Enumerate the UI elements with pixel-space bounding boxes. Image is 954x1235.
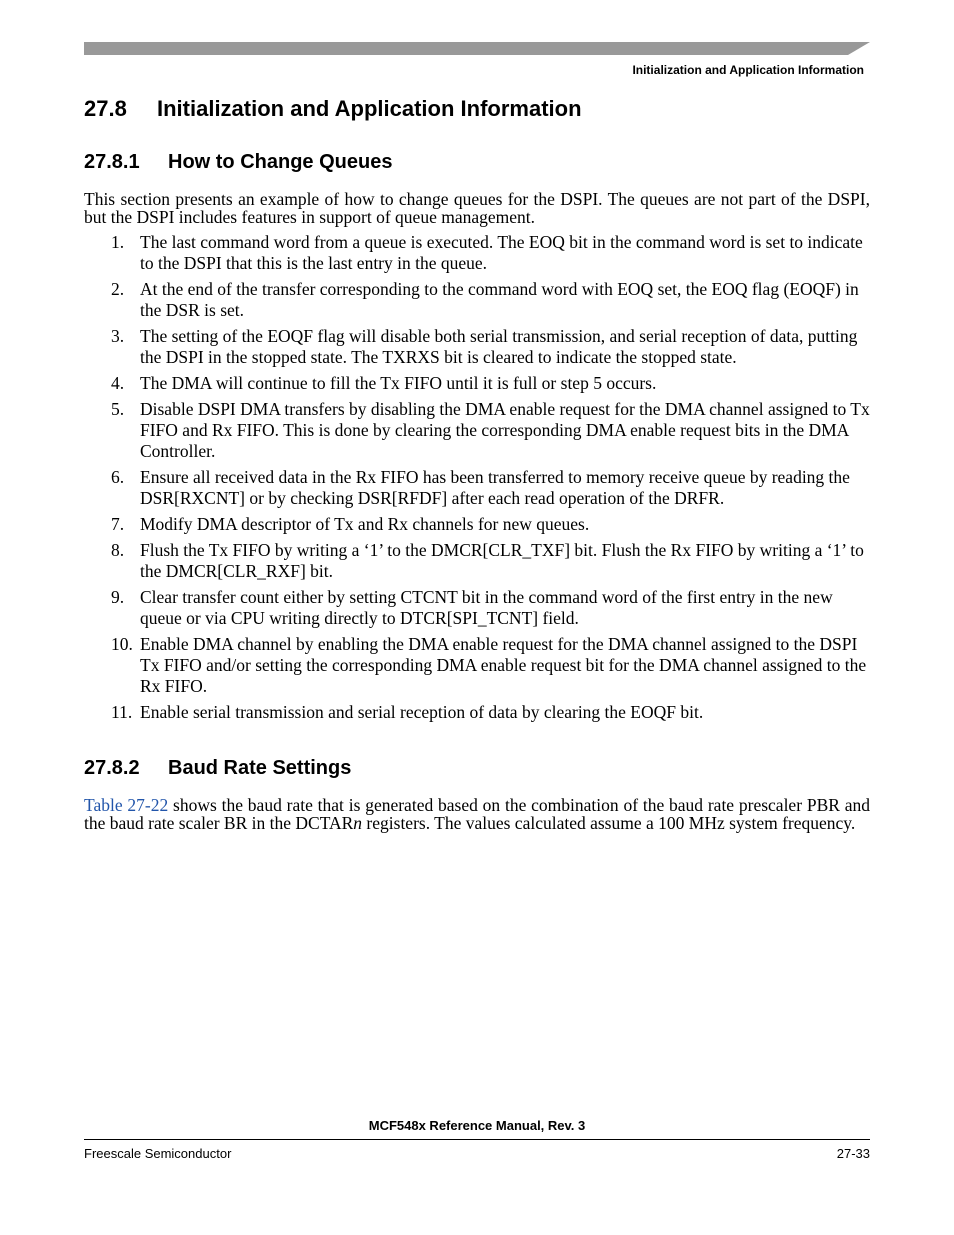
- list-item: [84, 634, 870, 697]
- subsection-title: How to Change Queues: [168, 151, 393, 173]
- baud-text-italic: n: [353, 813, 363, 833]
- list-item-number: 8.: [111, 540, 125, 560]
- steps-list: [84, 232, 870, 728]
- subsection-number: 27.8.2: [84, 757, 140, 779]
- list-item: [84, 514, 870, 535]
- list-item: [84, 467, 870, 509]
- list-item-text: Disable DSPI DMA transfers by disabling the DMA enable request for the DMA channel assigned to Tx FIFO and Rx FIFO. This is done by clearing the corresponding DMA enable request bits in the DMA Controller.: [140, 399, 870, 461]
- list-item-text: Ensure all received data in the Rx FIFO has been transferred to memory receive queue by reading the DSR[RXCNT] or by checking DSR[RFDF] after each read operation of the DRFR.: [140, 467, 850, 508]
- list-item-number: 11.: [111, 702, 133, 722]
- subsection-heading-queues: [84, 151, 392, 174]
- list-item: [84, 279, 870, 321]
- list-item: [84, 702, 870, 723]
- list-item: [84, 232, 870, 274]
- baud-text-2: registers. The values calculated assume a 100 MHz system frequency.: [362, 813, 856, 833]
- list-item-text: At the end of the transfer corresponding to the command word with EOQ set, the EOQ flag (EOQF) in the DSR is set.: [140, 279, 859, 320]
- list-item-number: 2.: [111, 279, 125, 299]
- list-item-text: Modify DMA descriptor of Tx and Rx channels for new queues.: [140, 514, 590, 534]
- intro-paragraph: This section presents an example of how to change queues for the DSPI. The queues are not part of the DSPI, but the DSPI includes features in support of queue management.: [84, 189, 870, 227]
- subsection-heading-baud: [84, 757, 351, 780]
- baud-paragraph: [84, 796, 870, 832]
- list-item-number: 6.: [111, 467, 125, 487]
- list-item-number: 1.: [111, 232, 125, 252]
- footer-manual-title: MCF548x Reference Manual, Rev. 3: [368, 1118, 586, 1133]
- section-heading: [84, 96, 582, 122]
- subsection-title: Baud Rate Settings: [168, 757, 352, 779]
- section-number: 27.8: [84, 96, 127, 121]
- subsection-number: 27.8.1: [84, 151, 140, 173]
- list-item-text: The last command word from a queue is executed. The EOQ bit in the command word is set to indicate to the DSPI that this is the last entry in the queue.: [140, 232, 863, 273]
- footer-company: Freescale Semiconductor: [84, 1146, 232, 1161]
- footer-divider: [84, 1139, 870, 1140]
- list-item: [84, 326, 870, 368]
- list-item-number: 4.: [111, 373, 125, 393]
- list-item-number: 9.: [111, 587, 125, 607]
- footer-page-number: 27-33: [836, 1146, 870, 1161]
- list-item: [84, 540, 870, 582]
- list-item-text: The setting of the EOQF flag will disable both serial transmission, and serial reception of data, putting the DSPI in the stopped state. The TXRXS bit is cleared to indicate the stopped state.: [140, 326, 858, 367]
- list-item: [84, 587, 870, 629]
- baud-text-1: shows the baud rate that is generated based on the combination of the baud rate prescaler PBR and the baud rate scaler BR in the DCTAR: [84, 795, 870, 833]
- header-bar: [84, 42, 870, 55]
- list-item-text: Clear transfer count either by setting CTCNT bit in the command word of the first entry in the new queue or via CPU writing directly to DTCR[SPI_TCNT] field.: [140, 587, 833, 628]
- list-item-number: 10.: [111, 634, 133, 654]
- list-item-number: 7.: [111, 514, 125, 534]
- list-item-text: The DMA will continue to fill the Tx FIFO until it is full or step 5 occurs.: [140, 373, 657, 393]
- running-head: Initialization and Application Information: [632, 63, 864, 77]
- list-item: [84, 399, 870, 462]
- list-item-text: Enable serial transmission and serial reception of data by clearing the EOQF bit.: [140, 702, 704, 722]
- list-item-number: 3.: [111, 326, 125, 346]
- list-item-text: Enable DMA channel by enabling the DMA enable request for the DMA channel assigned to the DSPI Tx FIFO and/or setting the corresponding DMA enable request bit for the DMA channel assigned to the Rx FIFO.: [140, 634, 867, 696]
- section-title: Initialization and Application Information: [157, 96, 582, 121]
- list-item-number: 5.: [111, 399, 125, 419]
- list-item: [84, 373, 870, 394]
- list-item-text: Flush the Tx FIFO by writing a ‘1’ to the DMCR[CLR_TXF] bit. Flush the Rx FIFO by writing a ‘1’ to the DMCR[CLR_RXF] bit.: [140, 540, 864, 581]
- table-reference-link[interactable]: Table 27-22: [84, 795, 169, 815]
